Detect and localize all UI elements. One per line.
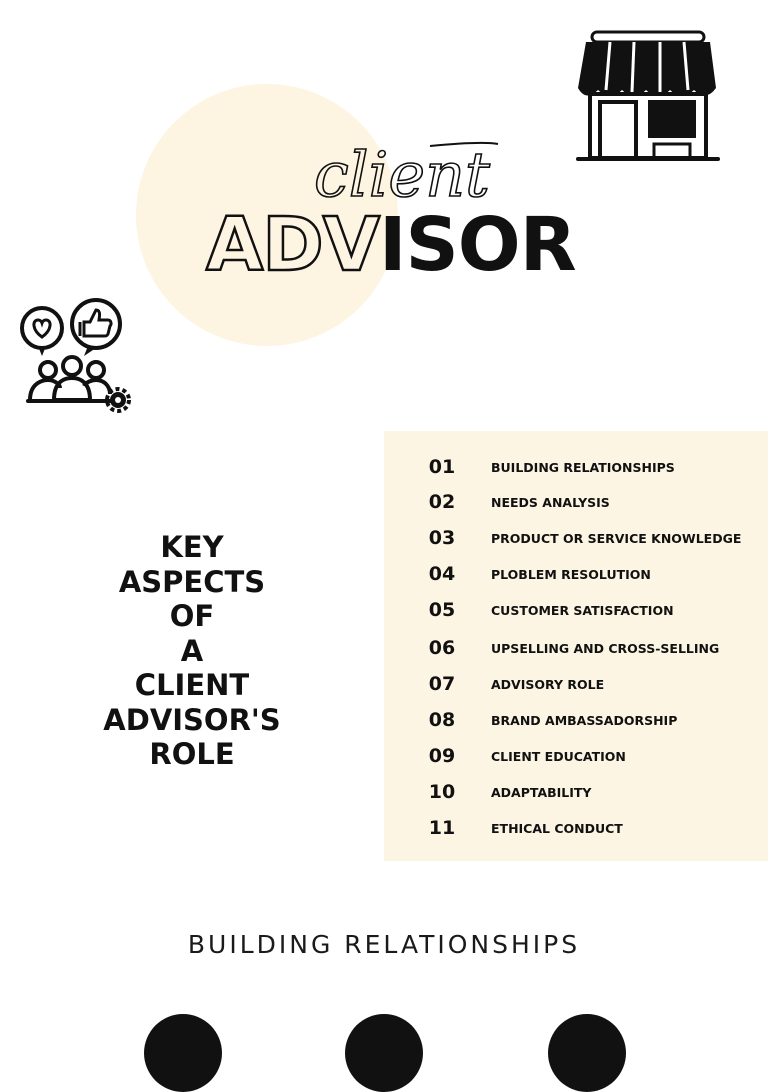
- aspect-number: 02: [428, 491, 456, 513]
- storefront-icon: [576, 30, 720, 164]
- aspect-label: ETHICAL CONDUCT: [491, 820, 623, 836]
- key-aspects-line: A: [180, 633, 204, 668]
- aspect-label: CLIENT EDUCATION: [491, 748, 626, 764]
- title-solid-part: ISOR: [378, 202, 576, 288]
- key-aspects-line: OF: [169, 599, 215, 633]
- key-aspects-line: ASPECTS: [118, 564, 266, 599]
- key-aspects-line: CLIENT: [134, 668, 250, 702]
- aspect-item: [384, 777, 768, 807]
- aspect-item: [384, 669, 768, 699]
- aspect-label: PRODUCT OR SERVICE KNOWLEDGE: [491, 530, 742, 546]
- aspect-number: 01: [428, 456, 456, 478]
- key-aspects-line: ADVISOR'S: [103, 702, 281, 737]
- aspect-label: UPSELLING AND CROSS-SELLING: [491, 640, 720, 656]
- aspect-item: [384, 813, 768, 843]
- aspect-number: 09: [428, 745, 456, 767]
- key-aspects-line: ROLE: [149, 737, 235, 771]
- aspect-label: BRAND AMBASSADORSHIP: [491, 712, 678, 728]
- main-title: [206, 202, 576, 288]
- section-circle-icon: [144, 1014, 222, 1092]
- section-heading: BUILDING RELATIONSHIPS: [187, 930, 581, 959]
- aspect-item: [384, 559, 768, 589]
- aspect-item: [384, 595, 768, 625]
- aspect-number: 08: [428, 709, 456, 731]
- aspect-label: ADVISORY ROLE: [491, 676, 605, 692]
- aspect-label: PLOBLEM RESOLUTION: [491, 566, 651, 582]
- aspect-item: [384, 487, 768, 517]
- section-circle-icon: [345, 1014, 423, 1092]
- aspect-number: 10: [428, 781, 456, 803]
- aspect-label: BUILDING RELATIONSHIPS: [491, 459, 675, 475]
- aspects-panel: [384, 431, 768, 861]
- aspect-item: [384, 705, 768, 735]
- aspect-label: CUSTOMER SATISFACTION: [491, 602, 674, 618]
- aspect-number: 06: [428, 637, 456, 659]
- aspect-number: 11: [428, 817, 456, 839]
- title-outline-part: ADV: [206, 202, 379, 288]
- aspect-number: 03: [428, 527, 456, 549]
- aspect-label: ADAPTABILITY: [491, 784, 592, 800]
- customer-feedback-team-icon: [18, 296, 134, 414]
- aspect-item: [384, 741, 768, 771]
- aspect-item: [384, 633, 768, 663]
- key-aspects-line: KEY: [160, 530, 224, 564]
- aspect-number: 04: [428, 563, 456, 585]
- aspect-number: 07: [428, 673, 456, 695]
- aspect-item: [384, 523, 768, 553]
- aspect-item: [384, 452, 768, 482]
- section-circle-icon: [548, 1014, 626, 1092]
- script-word: client: [314, 138, 490, 211]
- aspect-label: NEEDS ANALYSIS: [491, 494, 610, 510]
- key-aspects-heading: [92, 530, 292, 772]
- aspect-number: 05: [428, 599, 456, 621]
